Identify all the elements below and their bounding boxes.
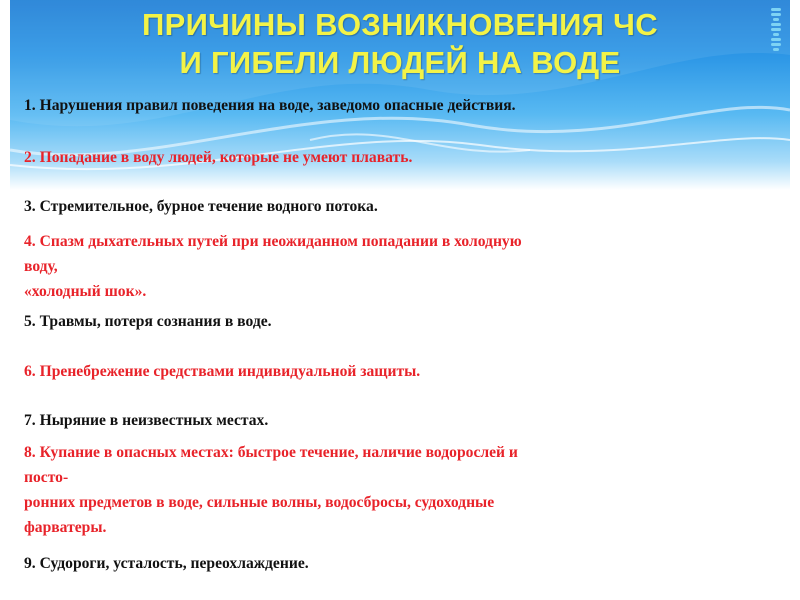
cause-8-line-2: посто- — [24, 469, 69, 486]
cause-4-line-1: 4. Спазм дыхательных путей при неожиданном попадании в холодную — [24, 233, 522, 250]
cause-4-line-3: «холодный шок». — [24, 283, 147, 300]
title-line-2: И ГИБЕЛИ ЛЮДЕЙ НА ВОДЕ — [179, 45, 621, 80]
cause-item-9 — [24, 551, 764, 576]
cause-item-8 — [24, 440, 764, 540]
cause-item-4 — [24, 229, 764, 304]
cause-item-6 — [24, 359, 764, 384]
slide-title — [10, 6, 790, 82]
cause-1-line-1: 1. Нарушения правил поведения на воде, заведомо опасные действия. — [24, 97, 516, 114]
cause-item-7 — [24, 408, 764, 433]
cause-3-line-1: 3. Стремительное, бурное течение водного потока. — [24, 198, 378, 215]
cause-9-line-1: 9. Судороги, усталость, переохлаждение. — [24, 555, 309, 572]
cause-2-line-1: 2. Попадание в воду людей, которые не умеют плавать. — [24, 149, 413, 166]
cause-8-line-3: ронних предметов в воде, сильные волны, водосбросы, судоходные — [24, 494, 495, 511]
cause-5-line-1: 5. Травмы, потеря сознания в воде. — [24, 313, 272, 330]
cause-4-line-2: воду, — [24, 258, 58, 275]
cause-6-line-1: 6. Пренебрежение средствами индивидуальной защиты. — [24, 363, 421, 380]
cause-item-5 — [24, 309, 764, 334]
title-line-1: ПРИЧИНЫ ВОЗНИКНОВЕНИЯ ЧС — [142, 7, 658, 42]
cause-7-line-1: 7. Ныряние в неизвестных местах. — [24, 412, 269, 429]
cause-item-1 — [24, 93, 764, 118]
cause-item-3 — [24, 194, 764, 219]
cause-item-2 — [24, 145, 764, 170]
cause-8-line-4: фарватеры. — [24, 519, 107, 536]
slide — [10, 0, 790, 600]
cause-8-line-1: 8. Купание в опасных местах: быстрое течение, наличие водорослей и — [24, 444, 518, 461]
